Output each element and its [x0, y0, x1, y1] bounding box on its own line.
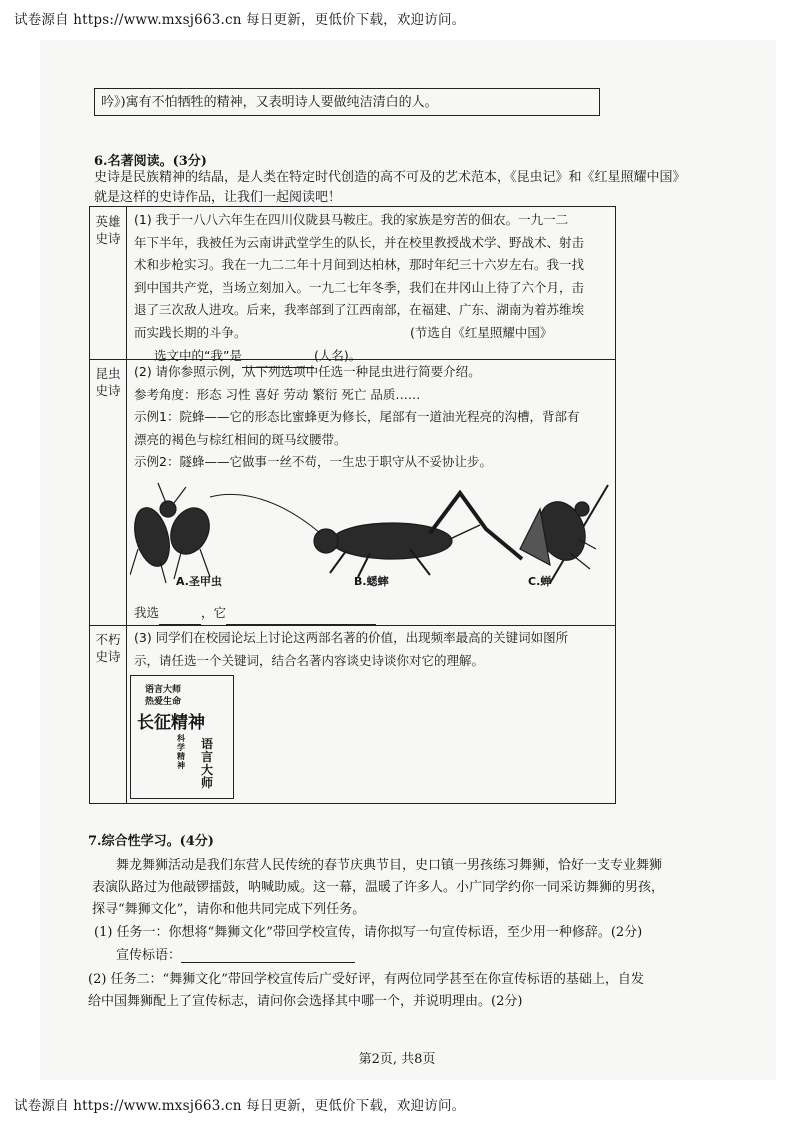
q7-para-line-3: 探寻“舞狮文化”，请你和他共同完成下列任务。 [92, 902, 366, 917]
keyword-main: 长征精神 [137, 713, 205, 733]
keyword-small-1: 语言大师 [145, 685, 182, 695]
q7-title: 7.综合性学习。(4分) [88, 834, 214, 849]
q7-slogan [116, 944, 355, 963]
q6-intro-line-2: 就是这样的史诗作品，让我们一起阅读吧！ [94, 190, 342, 205]
keyword-cloud-box [130, 675, 234, 799]
row2-category [92, 365, 124, 399]
q7-task-1: (1) 任务一：你想将“舞狮文化”带回学校宣传，请你拟写一句宣传标语，至少用一种修辞。(2分) [94, 925, 643, 940]
q7-task-2-line-2: 给中国舞狮配上了宣传标志，请问你会选择其中哪一个，并说明理由。(2分) [88, 994, 523, 1009]
row3-label-1: 不朽 [95, 632, 121, 647]
row1-category [92, 213, 124, 247]
row2-line: 参考角度：形态 习性 喜好 劳动 繁衍 死亡 品质…… [134, 386, 421, 402]
cicada-illustration [520, 485, 608, 583]
watermark-top: 试卷源自 https://www.mxsj663.cn 每日更新，更低价下载，欢迎访问。 [14, 12, 466, 28]
row1-passage [134, 209, 612, 368]
insect-label-b: B.蟋蟀 [354, 575, 389, 588]
slogan-label: 宣传标语： [116, 948, 182, 963]
row1-line: 术和步枪实习。我在一九二二年十月间到达柏林，那时年纪三十六岁左右。我一找 [134, 257, 585, 272]
row2-answer-mid: ，它 [201, 605, 227, 620]
scarab-beetle-illustration [130, 483, 216, 583]
row1-question-prefix: 选文中的“我”是 [154, 348, 242, 363]
table-divider-2 [90, 625, 615, 626]
page-number: 第2页, 共8页 [358, 1052, 436, 1067]
row1-label-1: 英雄 [95, 214, 121, 229]
row1-line: 年下半年，我被任为云南讲武堂学生的队长，并在校里教授战术学、野战术、射击 [134, 234, 585, 250]
row2-answer [134, 601, 612, 625]
q6-intro-line-1: 史诗是民族精神的结晶，是人类在特定时代创造的高不可及的艺术范本，《昆虫记》和《红星照耀中国》 [94, 170, 686, 185]
row2-line: (2) 请你参照示例，从下列选项中任选一种昆虫进行简要介绍。 [134, 364, 481, 379]
q7-para-line-1: 舞龙舞狮活动是我们东营人民传统的春节庆典节目，史口镇一男孩练习舞狮，恰好一支专业舞狮 [116, 858, 663, 873]
answer-blank-description[interactable] [226, 601, 376, 625]
table-divider-vertical [126, 207, 127, 803]
answer-blank-insect[interactable] [159, 601, 201, 625]
previous-answer-box: 吟》)寓有不怕牺牲的精神，又表明诗人要做纯洁清白的人。 [94, 88, 600, 116]
row1-line: (1) 我于一八八六年生在四川仪陇县马鞍庄。我的家族是穷苦的佃农。一九一二 [134, 212, 569, 227]
row1-line: 到中国共产党，当场立刻加入。一九二七年冬季，我们在井冈山上待了六个月，击 [134, 279, 585, 295]
watermark-bottom: 试卷源自 https://www.mxsj663.cn 每日更新，更低价下载，欢迎访问。 [14, 1098, 466, 1114]
row2-answer-prefix: 我选 [134, 605, 160, 620]
row2-line: 示例2：隧蜂——它做事一丝不苟，一生忠于职守从不妥协让步。 [134, 454, 492, 469]
row3-category [92, 631, 124, 665]
q6-title: 6.名著阅读。(3分) [94, 154, 207, 169]
row3-content [134, 627, 612, 672]
row2-line: 示例1：院蜂——它的形态比蜜蜂更为修长，尾部有一道油光程亮的沟槽，背部有 [134, 409, 580, 424]
keyword-vertical-1: 科学精神 [177, 734, 185, 770]
q7-para-line-2: 表演队路过为他敲锣擂鼓，呐喊助威。这一幕，温暖了许多人。小广同学约你一同采访舞狮的男孩， [92, 880, 665, 895]
row2-label-1: 昆虫 [95, 366, 121, 381]
row1-line: 而实践长期的斗争。 [134, 324, 247, 340]
row3-label-2: 史诗 [95, 649, 121, 664]
row1-source: (节选自《红星照耀中国》 [410, 324, 553, 340]
keyword-vertical-2: 语言大师 [201, 737, 214, 790]
slogan-answer-blank[interactable] [181, 947, 355, 963]
row1-label-2: 史诗 [95, 231, 121, 246]
row2-label-2: 史诗 [95, 383, 121, 398]
cricket-illustration [210, 493, 522, 577]
q7-task-2-line-1: (2) 任务二：“舞狮文化”带回学校宣传后广受好评，有两位同学甚至在你宣传标语的基础上，自发 [88, 972, 644, 987]
row3-line: (3) 同学们在校园论坛上讨论这两部名著的价值，出现频率最高的关键词如图所 [134, 630, 569, 645]
q6-table [89, 206, 616, 804]
row3-line: 示，请任选一个关键词，结合名著内容谈史诗谈你对它的理解。 [134, 652, 485, 668]
insect-label-c: C.蝉 [528, 575, 552, 588]
keyword-small-2: 热爱生命 [145, 697, 182, 707]
row1-question-suffix: (人名)。 [313, 348, 362, 363]
row2-content [134, 361, 612, 474]
insect-label-a: A.圣甲虫 [176, 575, 222, 588]
row1-line: 退了三次敌人进攻。后来，我率部到了江西南部，在福建、广东、湖南为着苏维埃 [134, 302, 585, 317]
row2-line: 漂亮的褐色与棕红相间的斑马纹腰带。 [134, 431, 347, 447]
